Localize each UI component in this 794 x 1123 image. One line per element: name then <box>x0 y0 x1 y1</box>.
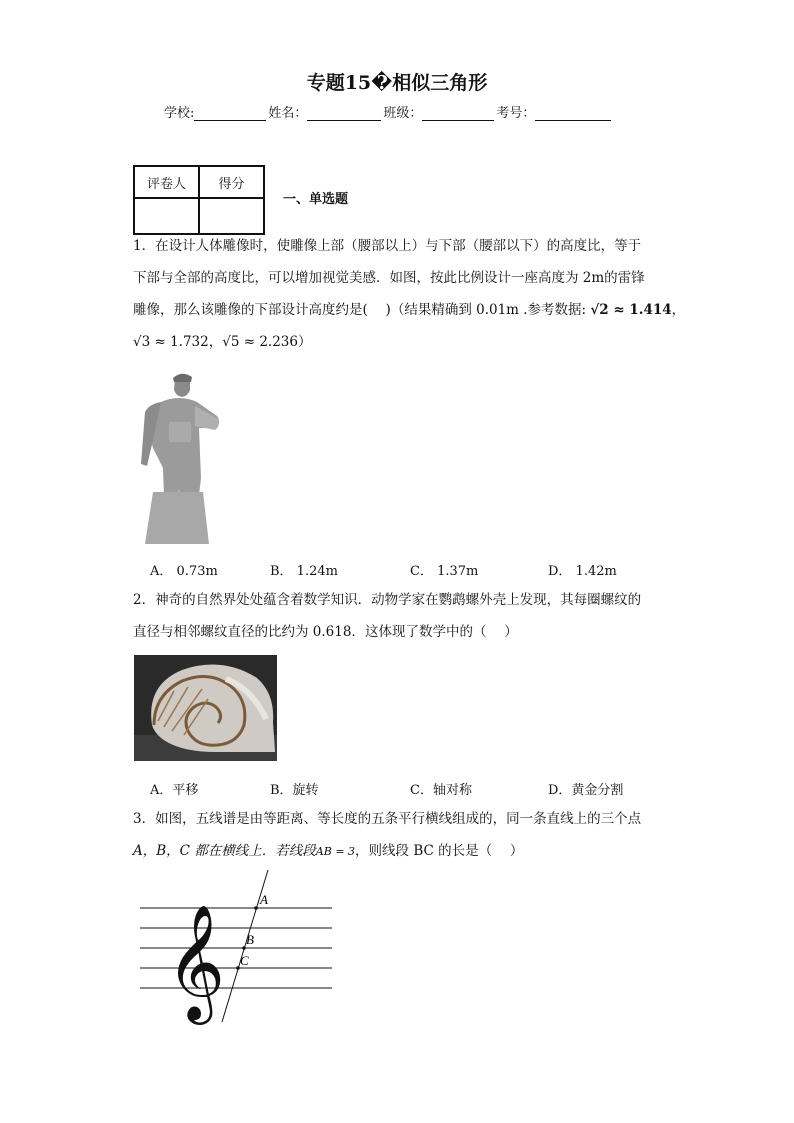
q1-option-a[interactable]: A． 0.73m <box>150 564 218 579</box>
sqrt5-ref: √5 ≈ 2.236 <box>222 334 298 350</box>
q3-line1: 3．如图，五线谱是由等距离、等长度的五条平行横线组成的，同一条直线上的三个点 <box>133 811 642 827</box>
statue-image <box>135 372 221 544</box>
q1-line3 <box>133 294 686 326</box>
name-blank <box>307 106 381 121</box>
q3-line2-end: ，则线段 BC 的长是（ ） <box>355 843 524 859</box>
page-title: 专题15�相似三角形 <box>306 72 488 94</box>
reviewer-cell <box>134 198 199 234</box>
q3-line2-text: A，B，C 都在横线上．若线段 <box>133 843 316 859</box>
score-header: 得分 <box>199 166 264 198</box>
section-title: 一、单选题 <box>283 192 349 207</box>
treble-clef-icon: 𝄞 <box>166 903 226 1020</box>
q2-line1: 2．神奇的自然界处处蕴含着数学知识．动物学家在鹦鹉螺外壳上发现，其每圈螺纹的 <box>133 592 642 608</box>
q2-option-c[interactable]: C．轴对称 <box>410 783 472 798</box>
school-label: 学校: <box>164 106 195 121</box>
q1-option-b[interactable]: B． 1.24m <box>270 564 338 579</box>
ab-expression: AB = 3 <box>315 845 356 858</box>
q2-option-a[interactable]: A．平移 <box>150 783 199 798</box>
exam-no-label: 考号： <box>496 106 536 121</box>
q2-option-d[interactable]: D．黄金分割 <box>548 783 624 798</box>
label-a: A <box>260 892 268 907</box>
exam-no-blank <box>535 106 611 121</box>
reviewer-header: 评卷人 <box>134 166 199 198</box>
q1-line3-text: 雕像，那么该雕像的下部设计高度约是( )（结果精确到 0.01m .参考数据: <box>133 302 591 318</box>
q1-line4 <box>133 326 673 358</box>
q1-option-c[interactable]: C． 1.37m <box>410 564 479 579</box>
score-table <box>133 165 265 235</box>
school-blank <box>194 106 266 121</box>
q1-line2: 下部与全部的高度比，可以增加视觉美感．如图，按此比例设计一座高度为 2m的雷锋 <box>133 270 645 286</box>
score-cell <box>199 198 264 234</box>
class-blank <box>422 106 494 121</box>
class-label: 班级： <box>383 106 423 121</box>
q1-line1: 1．在设计人体雕像时，使雕像上部（腰部以上）与下部（腰部以下）的高度比，等于 <box>133 238 642 254</box>
student-info-line <box>164 102 613 121</box>
question-1 <box>133 230 686 358</box>
q1-option-d[interactable]: D． 1.42m <box>548 564 617 579</box>
staff-diagram <box>136 868 336 1026</box>
question-2 <box>133 584 673 648</box>
sqrt2-ref: √2 ≈ 1.414 <box>590 302 672 318</box>
q1-sep: ， <box>208 334 223 350</box>
q3-line2 <box>133 835 673 868</box>
label-b: B <box>246 932 254 947</box>
q1-end: ） <box>297 334 312 350</box>
question-3 <box>133 803 673 868</box>
label-c: C <box>240 953 249 968</box>
nautilus-image <box>134 655 277 761</box>
q2-option-b[interactable]: B．旋转 <box>270 783 319 798</box>
q2-line2: 直径与相邻螺纹直径的比约为 0.618．这体现了数学中的（ ） <box>133 624 518 640</box>
sqrt3-ref: √3 ≈ 1.732 <box>133 334 209 350</box>
point-a <box>254 906 258 910</box>
q1-comma: ， <box>671 302 686 318</box>
name-label: 姓名： <box>268 106 308 121</box>
